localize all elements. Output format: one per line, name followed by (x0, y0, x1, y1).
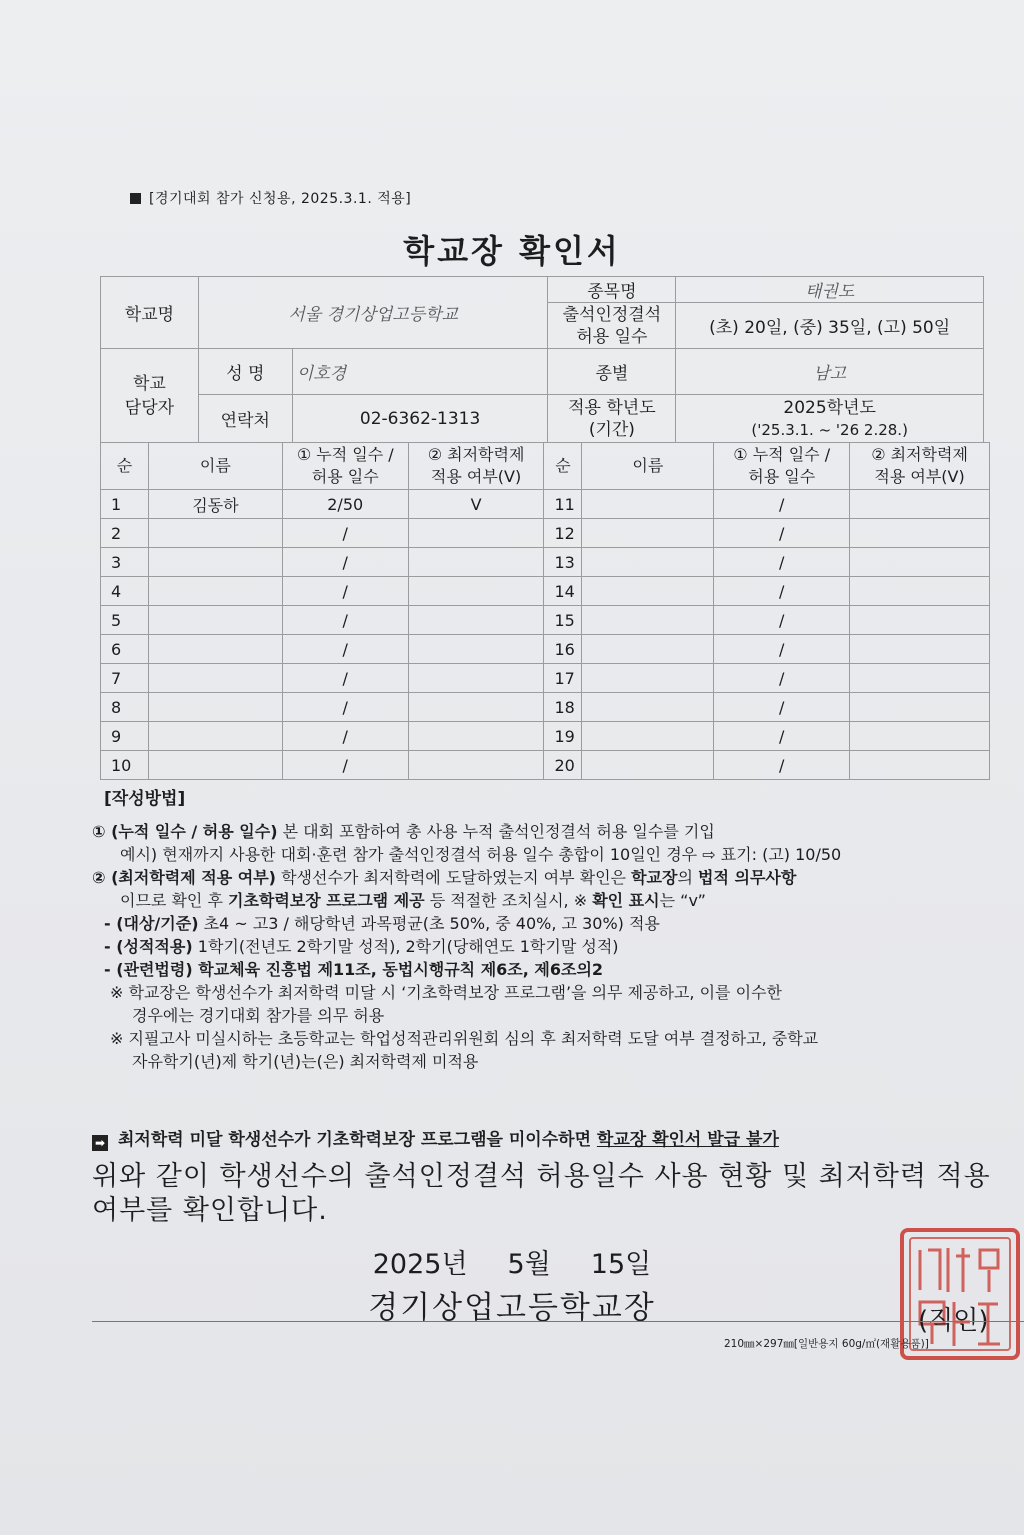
row-min-check (408, 548, 544, 577)
row-name (582, 490, 714, 519)
row-days: / (714, 577, 850, 606)
row-days: / (714, 635, 850, 664)
row-min-check (850, 635, 990, 664)
table-row (101, 664, 990, 693)
paper-spec: 210㎜×297㎜[일반용지 60g/㎡(재활용품)] (724, 1338, 929, 1350)
instruction-2: ② (최저학력제 적용 여부) 학생선수가 최저학력에 도달하였는지 여부 확인은 학교장의 법적 의무사항 (92, 868, 797, 887)
table-row (101, 548, 990, 577)
row-name (582, 635, 714, 664)
warning-underlined: 학교장 확인서 발급 불가 (596, 1130, 779, 1150)
row-seq: 9 (101, 722, 149, 751)
row-days: / (282, 519, 408, 548)
row-seq: 6 (101, 635, 149, 664)
table-row (101, 606, 990, 635)
row-days: / (282, 722, 408, 751)
document-title: 학교장 확인서 (403, 232, 621, 270)
row-min-check (408, 606, 544, 635)
instruction-note-2b: 자유학기(년)제 학기(년)는(은) 최저학력제 미적용 (132, 1052, 479, 1071)
contact-value: 02-6362-1313 (292, 395, 548, 443)
sport-label: 종목명 (548, 277, 676, 303)
instruction-1: ① (누적 일수 / 허용 일수) 본 대회 포함하여 총 사용 누적 출석인정결석 허용 일수를 기입 (92, 822, 715, 841)
instruction-target: - (대상/기준) 초4 ~ 고3 / 해당학년 과목평균(초 50%, 중 40%, 고 30%) 적용 (104, 914, 660, 933)
row-min-check (850, 693, 990, 722)
row-name: 김동하 (148, 490, 282, 519)
row-min-check (850, 722, 990, 751)
row-min-check (850, 664, 990, 693)
form-tag (130, 188, 411, 208)
row-seq: 1 (101, 490, 149, 519)
header-seq: 순 (101, 443, 149, 490)
row-min-check (850, 519, 990, 548)
row-days: / (282, 693, 408, 722)
instruction-grade: - (성적적용) 1학기(전년도 2학기말 성적), 2학기(당해연도 1학기말 성적) (104, 937, 619, 956)
square-bullet-icon (130, 193, 141, 204)
row-days: / (282, 664, 408, 693)
row-name (582, 519, 714, 548)
instruction-1-example: 예시) 현재까지 사용한 대회·훈련 참가 출석인정결석 허용 일수 총합이 10일인 경우 ⇨ 표기: (고) 10/50 (120, 845, 842, 864)
row-name (148, 577, 282, 606)
row-min-check (850, 751, 990, 780)
row-min-check (408, 722, 544, 751)
row-days: / (282, 606, 408, 635)
instructions-body (92, 820, 1002, 1073)
row-min-check (850, 577, 990, 606)
row-min-check (408, 751, 544, 780)
row-days: / (282, 751, 408, 780)
school-name: 서울 경기상업고등학교 (198, 277, 548, 349)
school-info-table (100, 276, 984, 443)
instruction-2-cont: 이므로 확인 후 기초학력보장 프로그램 제공 등 적절한 조치실시, ※ 확인 표시는 “v” (120, 891, 706, 910)
row-name (582, 664, 714, 693)
name-label: 성 명 (198, 349, 292, 395)
table-header-row (101, 443, 990, 490)
row-days: / (714, 548, 850, 577)
row-name (148, 548, 282, 577)
row-min-check (850, 606, 990, 635)
header-days: ① 누적 일수 / 허용 일수 (282, 443, 408, 490)
arrow-right-icon: ➡ (92, 1135, 108, 1151)
row-seq: 13 (544, 548, 582, 577)
row-seq: 18 (544, 693, 582, 722)
row-days: / (714, 693, 850, 722)
table-row (101, 577, 990, 606)
row-name (148, 693, 282, 722)
gender-value: 남고 (676, 349, 984, 395)
row-name (582, 577, 714, 606)
row-min-check (850, 490, 990, 519)
row-seq: 3 (101, 548, 149, 577)
row-seq: 17 (544, 664, 582, 693)
row-days: / (714, 490, 850, 519)
row-days: / (282, 635, 408, 664)
row-seq: 12 (544, 519, 582, 548)
manager-label: 학교 담당자 (101, 349, 199, 443)
instruction-note-1a: ※ 학교장은 학생선수가 최저학력 미달 시 ‘기초학력보장 프로그램’을 의무 제공하고, 이를 이수한 (110, 983, 782, 1002)
row-name (148, 722, 282, 751)
instruction-note-1b: 경우에는 경기대회 참가를 의무 허용 (132, 1006, 385, 1025)
row-min-check (408, 664, 544, 693)
row-seq: 11 (544, 490, 582, 519)
row-name (148, 519, 282, 548)
footer-divider (92, 1321, 1024, 1322)
row-min-check (408, 577, 544, 606)
row-name (148, 751, 282, 780)
instructions-heading: [작성방법] (104, 789, 186, 809)
form-tag-text: [경기대회 참가 신청용, 2025.3.1. 적용] (149, 191, 412, 207)
row-name (148, 635, 282, 664)
row-days: / (714, 751, 850, 780)
instruction-note-2a: ※ 지필고사 미실시하는 초등학교는 학업성적관리위원회 심의 후 최저학력 도달 여부 결정하고, 중학교 (110, 1029, 819, 1048)
school-label: 학교명 (101, 277, 199, 349)
table-row (101, 490, 990, 519)
row-days: / (714, 519, 850, 548)
row-name (582, 606, 714, 635)
row-days: / (282, 577, 408, 606)
confirmation-text: 위와 같이 학생선수의 출석인정결석 허용일수 사용 현황 및 최저학력 적용 여부를 확인합니다. (92, 1161, 991, 1226)
table-row (101, 693, 990, 722)
row-name (582, 751, 714, 780)
manager-name: 이호경 (292, 349, 548, 395)
student-list-table (100, 442, 990, 780)
official-seal-label: (직인) (918, 1306, 989, 1336)
row-seq: 14 (544, 577, 582, 606)
table-row (101, 519, 990, 548)
row-seq: 5 (101, 606, 149, 635)
row-name (148, 664, 282, 693)
year-label: 적용 학년도 (기간) (548, 395, 676, 443)
row-min-check (408, 635, 544, 664)
table-row (101, 751, 990, 780)
row-seq: 7 (101, 664, 149, 693)
header-seq-2: 순 (544, 443, 582, 490)
header-name-2: 이름 (582, 443, 714, 490)
row-min-check (850, 548, 990, 577)
row-name (148, 606, 282, 635)
row-min-check (408, 693, 544, 722)
row-days: / (714, 606, 850, 635)
row-name (582, 693, 714, 722)
allowance-value: (초) 20일, (중) 35일, (고) 50일 (676, 303, 984, 349)
row-seq: 16 (544, 635, 582, 664)
row-days: / (714, 664, 850, 693)
row-seq: 20 (544, 751, 582, 780)
header-min: ② 최저학력제 적용 여부(V) (408, 443, 544, 490)
instruction-law: - (관련법령) 학교체육 진흥법 제11조, 동법시행규칙 제6조, 제6조의2 (104, 960, 604, 979)
warning-line: ➡ 최저학력 미달 학생선수가 기초학력보장 프로그램을 미이수하면 학교장 확인서 발급 불가 (92, 1125, 779, 1151)
table-row (101, 722, 990, 751)
row-seq: 15 (544, 606, 582, 635)
row-days: / (714, 722, 850, 751)
header-name: 이름 (148, 443, 282, 490)
row-days: / (282, 548, 408, 577)
row-min-check (408, 519, 544, 548)
header-days-2: ① 누적 일수 / 허용 일수 (714, 443, 850, 490)
row-name (582, 548, 714, 577)
row-seq: 4 (101, 577, 149, 606)
row-seq: 2 (101, 519, 149, 548)
contact-label: 연락처 (198, 395, 292, 443)
gender-label: 종별 (548, 349, 676, 395)
row-name (582, 722, 714, 751)
row-min-check: V (408, 490, 544, 519)
year-value: 2025학년도 ('25.3.1. ~ '26 2.28.) (676, 395, 984, 443)
allowance-label: 출석인정결석 허용 일수 (548, 303, 676, 349)
principal-name: 경기상업고등학교장 (368, 1290, 656, 1326)
row-days: 2/50 (282, 490, 408, 519)
issue-date: 2025년 5월 15일 (372, 1249, 652, 1280)
sport-value: 태권도 (676, 277, 984, 303)
row-seq: 8 (101, 693, 149, 722)
header-min-2: ② 최저학력제 적용 여부(V) (850, 443, 990, 490)
row-seq: 10 (101, 751, 149, 780)
table-row (101, 635, 990, 664)
row-seq: 19 (544, 722, 582, 751)
